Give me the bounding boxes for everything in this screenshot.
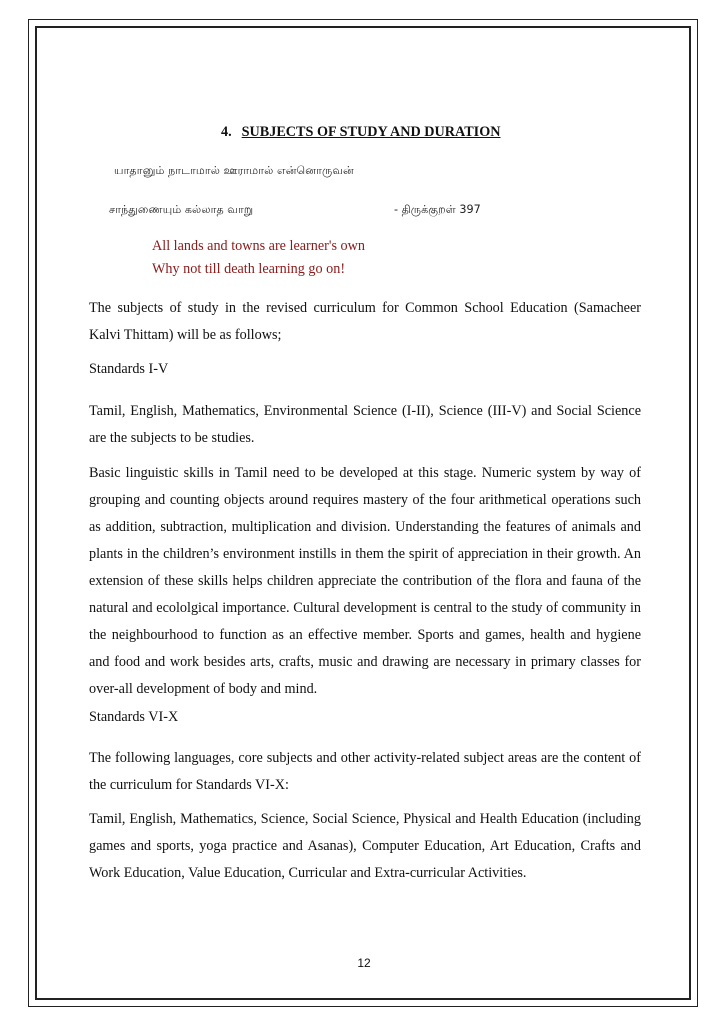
tamil-verse-line-1: யாதானும் நாடாமால் ஊராமால் என்னொருவன்	[114, 164, 354, 177]
section-number: 4.	[221, 124, 232, 140]
standards-6-10-subjects: Tamil, English, Mathematics, Science, Social Science, Physical and Health Education (including games and sports, yoga practice and Asanas), Computer Education, Art Education, Crafts and Work Education, Value Education, Curricular and Extra-curricular Activities.	[89, 811, 641, 881]
english-verse-line-1: All lands and towns are learner's own	[152, 238, 365, 254]
page-number: 12	[357, 956, 371, 970]
section-heading	[221, 124, 621, 141]
english-verse-line-2: Why not till death learning go on!	[152, 261, 346, 277]
standards-1-5-details: Basic linguistic skills in Tamil need to be developed at this stage. Numeric system by way of grouping and counting objects around requires mastery of the four arithmetical operations such as addition, subtraction, multiplication and division. Understanding the features of animals and plants in the children’s environment instills in them the spirit of appreciation in their growth. An extension of these skills helps children appreciate the contribution of the flora and fauna of the natural and ecololgical importance. Cultural development is central to the study of community in the neighbourhood to function as an effective member. Sports and games, health and hygiene and food and work besides arts, crafts, music and drawing are necessary in primary classes for over-all development of body and mind.	[89, 465, 641, 697]
verse-reference: - திருக்குறள் 397	[394, 203, 481, 216]
intro-paragraph: The subjects of study in the revised curriculum for Common School Education (Samacheer Kalvi Thittam) will be as follows;	[89, 300, 641, 343]
tamil-verse-line-2: சாந்துணையும் கல்லாத வாறு	[109, 203, 254, 216]
standards-1-5-subjects: Tamil, English, Mathematics, Environmental Science (I-II), Science (III-V) and Social Science are the subjects to be studies.	[89, 403, 641, 446]
section-title: SUBJECTS OF STUDY AND DURATION	[241, 124, 501, 140]
standards-6-10-heading: Standards VI-X	[89, 709, 179, 725]
standards-1-5-heading: Standards I-V	[89, 361, 169, 377]
standards-6-10-intro: The following languages, core subjects and other activity-related subject areas are the content of the curriculum for Standards VI-X:	[89, 750, 641, 793]
